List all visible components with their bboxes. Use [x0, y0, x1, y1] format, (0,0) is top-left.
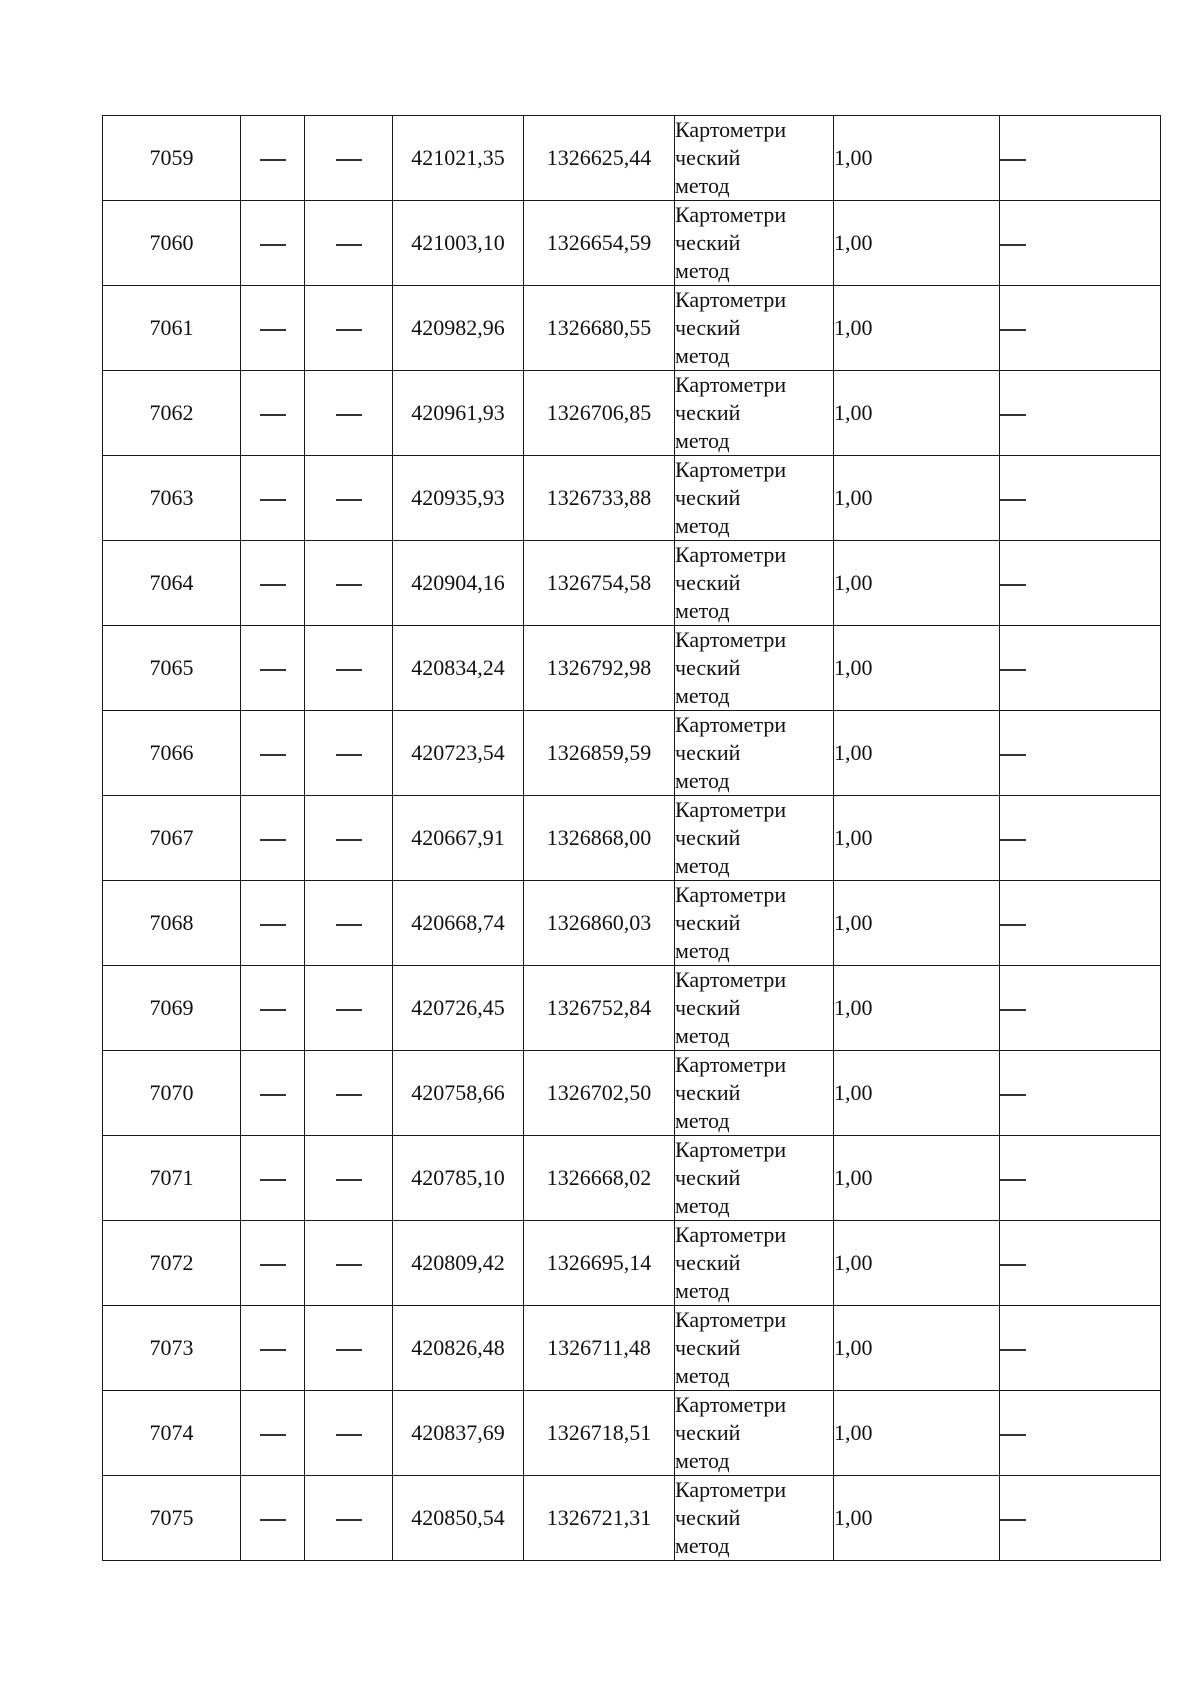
y-coordinate-cell: 1326654,59	[524, 201, 675, 286]
dash-mark	[1000, 1434, 1026, 1436]
empty-cell-dash	[305, 1391, 393, 1476]
method-cell	[675, 541, 834, 626]
dash-mark	[260, 1094, 286, 1096]
method-cell	[675, 881, 834, 966]
empty-cell-dash	[305, 1136, 393, 1221]
method-text: Картометри ческий метод	[675, 1222, 787, 1303]
empty-cell-dash	[1000, 881, 1161, 966]
table-row	[103, 541, 1161, 626]
dash-mark	[1000, 584, 1026, 586]
accuracy-cell: 1,00	[834, 1306, 1000, 1391]
empty-cell-dash	[305, 626, 393, 711]
empty-cell-dash	[1000, 626, 1161, 711]
empty-cell-dash	[1000, 796, 1161, 881]
method-cell	[675, 711, 834, 796]
dash-mark	[1000, 1179, 1026, 1181]
dash-mark	[336, 1179, 362, 1181]
empty-cell-dash	[1000, 1221, 1161, 1306]
point-number-cell: 7064	[103, 541, 241, 626]
dash-mark	[336, 414, 362, 416]
y-coordinate-cell: 1326860,03	[524, 881, 675, 966]
accuracy-cell: 1,00	[834, 966, 1000, 1051]
dash-mark	[1000, 924, 1026, 926]
dash-mark	[260, 1519, 286, 1521]
empty-cell-dash	[241, 966, 305, 1051]
y-coordinate-cell: 1326706,85	[524, 371, 675, 456]
y-coordinate-cell: 1326718,51	[524, 1391, 675, 1476]
dash-mark	[336, 244, 362, 246]
point-number-cell: 7065	[103, 626, 241, 711]
table-row	[103, 1391, 1161, 1476]
empty-cell-dash	[241, 1391, 305, 1476]
empty-cell-dash	[241, 286, 305, 371]
empty-cell-dash	[1000, 1391, 1161, 1476]
dash-mark	[1000, 159, 1026, 161]
y-coordinate-cell: 1326702,50	[524, 1051, 675, 1136]
empty-cell-dash	[305, 711, 393, 796]
accuracy-cell: 1,00	[834, 116, 1000, 201]
x-coordinate-cell: 420809,42	[393, 1221, 524, 1306]
dash-mark	[336, 499, 362, 501]
x-coordinate-cell: 420785,10	[393, 1136, 524, 1221]
dash-mark	[1000, 1264, 1026, 1266]
accuracy-cell: 1,00	[834, 881, 1000, 966]
empty-cell-dash	[241, 371, 305, 456]
table-row	[103, 626, 1161, 711]
method-cell	[675, 371, 834, 456]
point-number-cell: 7071	[103, 1136, 241, 1221]
y-coordinate-cell: 1326721,31	[524, 1476, 675, 1561]
method-text: Картометри ческий метод	[675, 797, 787, 878]
empty-cell-dash	[305, 371, 393, 456]
empty-cell-dash	[1000, 371, 1161, 456]
point-number-cell: 7072	[103, 1221, 241, 1306]
accuracy-cell: 1,00	[834, 286, 1000, 371]
dash-mark	[336, 329, 362, 331]
dash-mark	[260, 669, 286, 671]
point-number-cell: 7068	[103, 881, 241, 966]
table-row	[103, 1136, 1161, 1221]
point-number-cell: 7062	[103, 371, 241, 456]
table-row	[103, 456, 1161, 541]
dash-mark	[1000, 499, 1026, 501]
dash-mark	[260, 754, 286, 756]
point-number-cell: 7069	[103, 966, 241, 1051]
method-text: Картометри ческий метод	[675, 1392, 787, 1473]
y-coordinate-cell: 1326680,55	[524, 286, 675, 371]
point-number-cell: 7075	[103, 1476, 241, 1561]
empty-cell-dash	[241, 201, 305, 286]
dash-mark	[260, 244, 286, 246]
method-cell	[675, 116, 834, 201]
method-text: Картометри ческий метод	[675, 712, 787, 793]
dash-mark	[336, 924, 362, 926]
accuracy-cell: 1,00	[834, 796, 1000, 881]
dash-mark	[1000, 329, 1026, 331]
dash-mark	[260, 1009, 286, 1011]
dash-mark	[1000, 1009, 1026, 1011]
x-coordinate-cell: 420982,96	[393, 286, 524, 371]
table-body	[103, 116, 1161, 1561]
dash-mark	[336, 584, 362, 586]
empty-cell-dash	[241, 456, 305, 541]
x-coordinate-cell: 420826,48	[393, 1306, 524, 1391]
dash-mark	[1000, 1349, 1026, 1351]
empty-cell-dash	[1000, 1136, 1161, 1221]
method-cell	[675, 1476, 834, 1561]
method-text: Картометри ческий метод	[675, 287, 787, 368]
dash-mark	[1000, 1094, 1026, 1096]
y-coordinate-cell: 1326711,48	[524, 1306, 675, 1391]
empty-cell-dash	[1000, 286, 1161, 371]
point-number-cell: 7073	[103, 1306, 241, 1391]
dash-mark	[1000, 754, 1026, 756]
y-coordinate-cell: 1326752,84	[524, 966, 675, 1051]
dash-mark	[336, 1009, 362, 1011]
empty-cell-dash	[1000, 456, 1161, 541]
dash-mark	[336, 669, 362, 671]
table-row	[103, 201, 1161, 286]
point-number-cell: 7066	[103, 711, 241, 796]
x-coordinate-cell: 420834,24	[393, 626, 524, 711]
accuracy-cell: 1,00	[834, 626, 1000, 711]
method-text: Картометри ческий метод	[675, 1307, 787, 1388]
method-text: Картометри ческий метод	[675, 202, 787, 283]
x-coordinate-cell: 421021,35	[393, 116, 524, 201]
dash-mark	[260, 329, 286, 331]
empty-cell-dash	[241, 796, 305, 881]
accuracy-cell: 1,00	[834, 456, 1000, 541]
empty-cell-dash	[305, 796, 393, 881]
table-row	[103, 796, 1161, 881]
dash-mark	[260, 1349, 286, 1351]
empty-cell-dash	[241, 626, 305, 711]
method-cell	[675, 1306, 834, 1391]
dash-mark	[336, 1094, 362, 1096]
dash-mark	[336, 839, 362, 841]
dash-mark	[336, 159, 362, 161]
empty-cell-dash	[1000, 1051, 1161, 1136]
method-text: Картометри ческий метод	[675, 1477, 787, 1558]
dash-mark	[260, 159, 286, 161]
dash-mark	[260, 414, 286, 416]
empty-cell-dash	[305, 1306, 393, 1391]
empty-cell-dash	[241, 541, 305, 626]
x-coordinate-cell: 420668,74	[393, 881, 524, 966]
empty-cell-dash	[241, 881, 305, 966]
method-text: Картометри ческий метод	[675, 372, 787, 453]
table-row	[103, 1221, 1161, 1306]
x-coordinate-cell: 420837,69	[393, 1391, 524, 1476]
method-cell	[675, 626, 834, 711]
x-coordinate-cell: 420667,91	[393, 796, 524, 881]
empty-cell-dash	[241, 1306, 305, 1391]
empty-cell-dash	[305, 1476, 393, 1561]
point-number-cell: 7061	[103, 286, 241, 371]
method-cell	[675, 201, 834, 286]
y-coordinate-cell: 1326625,44	[524, 116, 675, 201]
empty-cell-dash	[241, 1476, 305, 1561]
point-number-cell: 7060	[103, 201, 241, 286]
y-coordinate-cell: 1326733,88	[524, 456, 675, 541]
table-row	[103, 286, 1161, 371]
empty-cell-dash	[305, 881, 393, 966]
method-text: Картометри ческий метод	[675, 967, 787, 1048]
table-row	[103, 371, 1161, 456]
empty-cell-dash	[1000, 201, 1161, 286]
y-coordinate-cell: 1326859,59	[524, 711, 675, 796]
y-coordinate-cell: 1326695,14	[524, 1221, 675, 1306]
dash-mark	[336, 1264, 362, 1266]
dash-mark	[336, 754, 362, 756]
method-text: Картометри ческий метод	[675, 1137, 787, 1218]
dash-mark	[260, 499, 286, 501]
accuracy-cell: 1,00	[834, 371, 1000, 456]
method-cell	[675, 1391, 834, 1476]
empty-cell-dash	[1000, 1306, 1161, 1391]
y-coordinate-cell: 1326754,58	[524, 541, 675, 626]
x-coordinate-cell: 420850,54	[393, 1476, 524, 1561]
empty-cell-dash	[1000, 711, 1161, 796]
empty-cell-dash	[241, 1221, 305, 1306]
empty-cell-dash	[305, 456, 393, 541]
point-number-cell: 7059	[103, 116, 241, 201]
dash-mark	[1000, 244, 1026, 246]
empty-cell-dash	[305, 286, 393, 371]
dash-mark	[1000, 669, 1026, 671]
empty-cell-dash	[1000, 1476, 1161, 1561]
x-coordinate-cell: 420961,93	[393, 371, 524, 456]
table-row	[103, 711, 1161, 796]
point-number-cell: 7070	[103, 1051, 241, 1136]
dash-mark	[336, 1434, 362, 1436]
dash-mark	[260, 839, 286, 841]
empty-cell-dash	[241, 1136, 305, 1221]
x-coordinate-cell: 420904,16	[393, 541, 524, 626]
empty-cell-dash	[241, 116, 305, 201]
method-cell	[675, 456, 834, 541]
accuracy-cell: 1,00	[834, 1221, 1000, 1306]
dash-mark	[1000, 1519, 1026, 1521]
y-coordinate-cell: 1326868,00	[524, 796, 675, 881]
empty-cell-dash	[305, 116, 393, 201]
dash-mark	[336, 1349, 362, 1351]
table-row	[103, 1476, 1161, 1561]
point-number-cell: 7074	[103, 1391, 241, 1476]
coordinates-table	[102, 115, 1161, 1561]
empty-cell-dash	[241, 711, 305, 796]
dash-mark	[336, 1519, 362, 1521]
method-text: Картометри ческий метод	[675, 542, 787, 623]
dash-mark	[260, 584, 286, 586]
point-number-cell: 7063	[103, 456, 241, 541]
empty-cell-dash	[305, 1051, 393, 1136]
dash-mark	[260, 1264, 286, 1266]
empty-cell-dash	[305, 541, 393, 626]
empty-cell-dash	[1000, 116, 1161, 201]
accuracy-cell: 1,00	[834, 1136, 1000, 1221]
accuracy-cell: 1,00	[834, 1476, 1000, 1561]
method-text: Картометри ческий метод	[675, 457, 787, 538]
table-row	[103, 1306, 1161, 1391]
y-coordinate-cell: 1326792,98	[524, 626, 675, 711]
method-cell	[675, 966, 834, 1051]
table-row	[103, 116, 1161, 201]
table-row	[103, 881, 1161, 966]
point-number-cell: 7067	[103, 796, 241, 881]
accuracy-cell: 1,00	[834, 711, 1000, 796]
method-cell	[675, 1221, 834, 1306]
empty-cell-dash	[241, 1051, 305, 1136]
x-coordinate-cell: 420726,45	[393, 966, 524, 1051]
dash-mark	[260, 1179, 286, 1181]
empty-cell-dash	[305, 1221, 393, 1306]
table-row	[103, 1051, 1161, 1136]
accuracy-cell: 1,00	[834, 1051, 1000, 1136]
method-cell	[675, 286, 834, 371]
method-text: Картометри ческий метод	[675, 882, 787, 963]
method-cell	[675, 1051, 834, 1136]
dash-mark	[1000, 839, 1026, 841]
accuracy-cell: 1,00	[834, 1391, 1000, 1476]
x-coordinate-cell: 420758,66	[393, 1051, 524, 1136]
method-text: Картометри ческий метод	[675, 1052, 787, 1133]
y-coordinate-cell: 1326668,02	[524, 1136, 675, 1221]
empty-cell-dash	[1000, 541, 1161, 626]
method-cell	[675, 796, 834, 881]
method-text: Картометри ческий метод	[675, 627, 787, 708]
method-text: Картометри ческий метод	[675, 117, 787, 198]
x-coordinate-cell: 421003,10	[393, 201, 524, 286]
table-row	[103, 966, 1161, 1051]
dash-mark	[260, 1434, 286, 1436]
x-coordinate-cell: 420935,93	[393, 456, 524, 541]
accuracy-cell: 1,00	[834, 201, 1000, 286]
dash-mark	[1000, 414, 1026, 416]
empty-cell-dash	[305, 966, 393, 1051]
dash-mark	[260, 924, 286, 926]
empty-cell-dash	[1000, 966, 1161, 1051]
empty-cell-dash	[305, 201, 393, 286]
accuracy-cell: 1,00	[834, 541, 1000, 626]
x-coordinate-cell: 420723,54	[393, 711, 524, 796]
method-cell	[675, 1136, 834, 1221]
